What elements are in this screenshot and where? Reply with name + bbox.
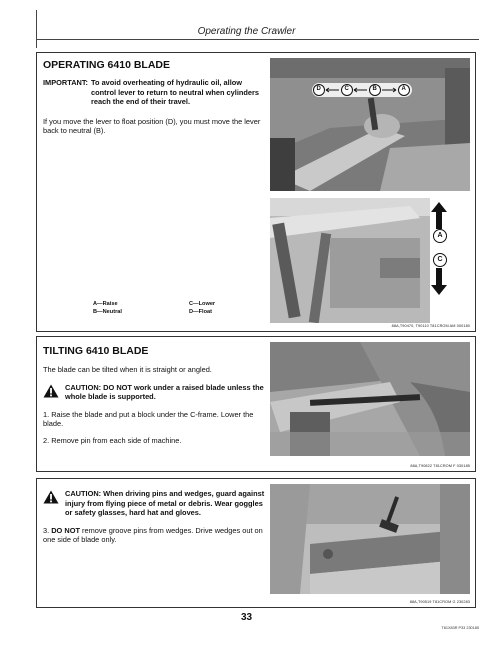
section-tilting-blade bbox=[36, 336, 476, 472]
caution-note bbox=[43, 383, 265, 402]
lever-position-indicator bbox=[312, 83, 412, 97]
step-3-prefix: 3. bbox=[43, 525, 52, 535]
section-title: TILTING 6410 BLADE bbox=[43, 345, 149, 357]
running-header: Operating the Crawler bbox=[197, 26, 296, 37]
raise-indicator bbox=[429, 201, 449, 243]
caution-note bbox=[43, 489, 265, 518]
tilt-intro: The blade can be tilted when it is straight or angled. bbox=[43, 365, 212, 374]
photo-caption: 88A,T90470, T90110 T81CROM AM 000180 bbox=[391, 324, 470, 328]
legend-lower: C—Lower bbox=[189, 301, 216, 307]
legend-raise: A—Raise bbox=[93, 301, 118, 307]
raise-label: A bbox=[433, 229, 447, 243]
float-instruction: If you move the lever to float position (D), you must move the lever back to neutral (B). bbox=[43, 116, 261, 136]
lower-indicator bbox=[429, 253, 449, 297]
label-d: D bbox=[316, 86, 321, 92]
header-rule-horizontal bbox=[36, 39, 479, 40]
section-driving-wedges bbox=[36, 478, 476, 608]
legend-float: D—Float bbox=[189, 309, 212, 315]
step-1: 1. Raise the blade and put a block under the C-frame. Lower the blade. bbox=[43, 409, 254, 429]
label-b: B bbox=[372, 86, 377, 92]
important-note bbox=[43, 78, 265, 107]
section-title: OPERATING 6410 BLADE bbox=[43, 59, 170, 71]
caution-text: CAUTION: When driving pins and wedges, guard against injury from flying piece of metal or debris. Wear goggles or safety glasses, hard hat and gloves. bbox=[65, 489, 265, 518]
important-text: To avoid overheating of hydraulic oil, allow control lever to return to neutral when cylinders reach the end of their travel. bbox=[91, 78, 259, 107]
step-2: 2. Remove pin from each side of machine. bbox=[43, 435, 182, 445]
important-label: IMPORTANT: bbox=[43, 78, 89, 87]
warning-icon bbox=[43, 490, 59, 504]
pin-removal-photo bbox=[270, 342, 470, 456]
wedge-driving-photo bbox=[270, 484, 470, 594]
legend-neutral: B—Neutral bbox=[93, 309, 122, 315]
legend-right bbox=[189, 300, 215, 316]
photo-caption: 88A,T90822 T81CROM F 030185 bbox=[410, 464, 470, 468]
footer-code: T81X83R P33 230185 bbox=[441, 626, 479, 630]
control-lever-photo bbox=[270, 58, 470, 191]
step-3 bbox=[43, 526, 265, 545]
step-3-warning: DO NOT bbox=[51, 525, 80, 535]
step-3-text: remove groove pins from wedges. Drive wedges out on one side of blade only. bbox=[43, 525, 263, 545]
lower-label: C bbox=[433, 253, 447, 267]
label-a: A bbox=[401, 86, 406, 92]
section-operating-blade bbox=[36, 52, 476, 332]
page-number: 33 bbox=[240, 612, 253, 623]
warning-icon bbox=[43, 384, 59, 398]
caution-text: CAUTION: DO NOT work under a raised blade unless the whole blade is supported. bbox=[65, 382, 264, 402]
photo-caption: 88A,T90519 T81CROM G 230283 bbox=[409, 600, 470, 604]
label-c: C bbox=[344, 86, 349, 92]
legend-left bbox=[93, 300, 122, 316]
